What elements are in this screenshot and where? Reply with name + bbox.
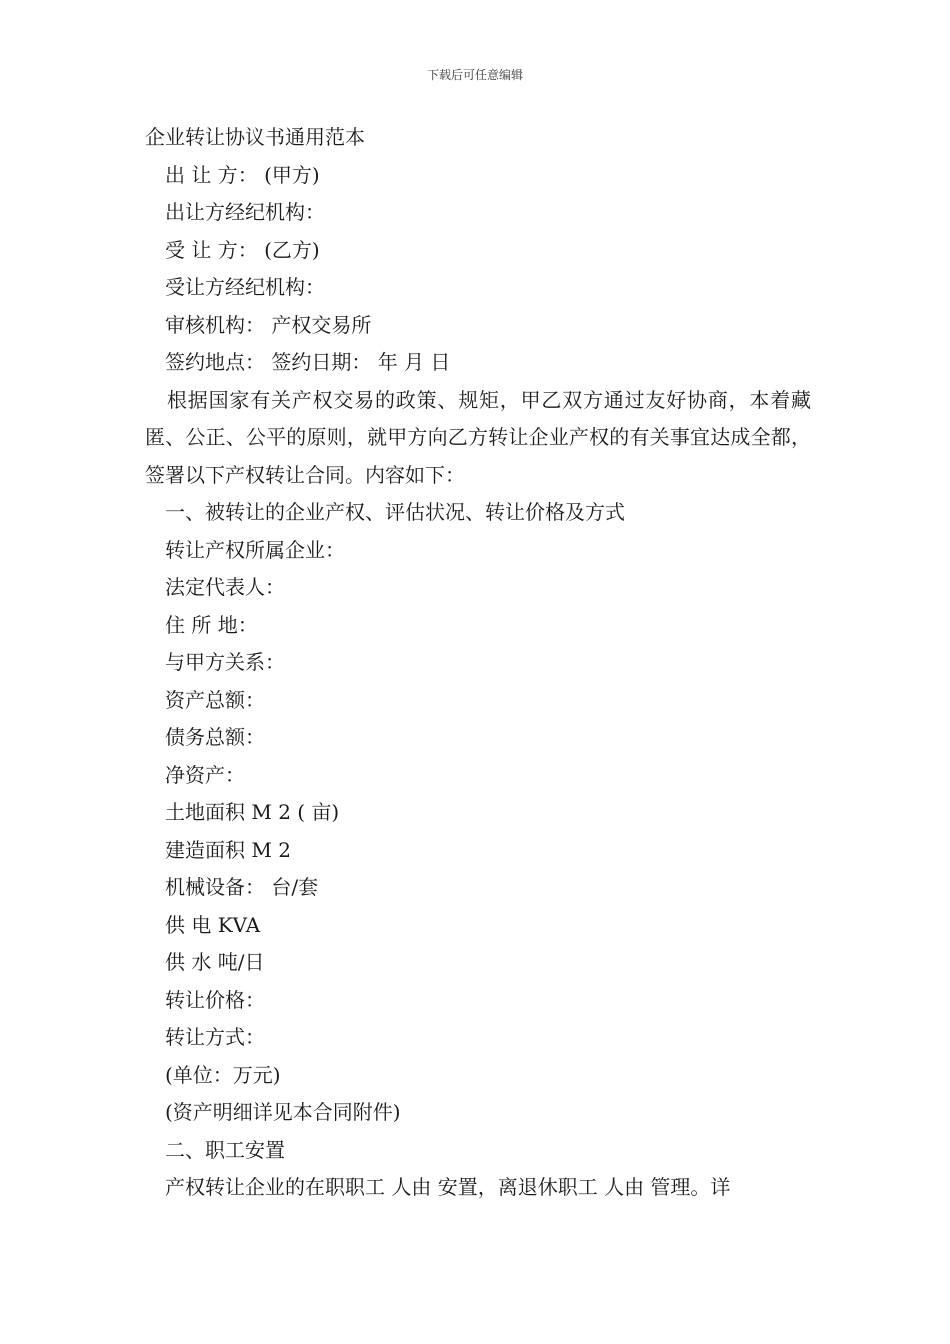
section2-text: 产权转让企业的在职职工 人由 安置，离退休职工 人由 管理。详 [165,1175,731,1199]
transferee-agent-line: 受让方经纪机构： [165,275,325,299]
field-address: 住 所 地： [165,612,258,637]
field-appendix-note: (资产明细详见本合同附件) [165,1100,401,1124]
field-equipment: 机械设备： 台/套 [165,875,319,899]
document-title: 企业转让协议书通用范本 [145,125,365,149]
field-net-assets: 净资产： [165,762,245,787]
field-legal-rep: 法定代表人： [165,575,285,599]
transferor-line: 出 让 方： (甲方) [165,162,320,187]
field-total-assets: 资产总额： [165,687,265,712]
section2-heading: 二、职工安置 [165,1137,285,1162]
field-power: 供 电 KVA [165,912,261,937]
field-price: 转让价格： [165,987,265,1012]
field-water: 供 水 吨/日 [165,950,265,974]
review-agency-line: 审核机构： 产权交易所 [165,312,372,337]
page-header: 下载后可任意编辑 [426,68,523,82]
field-method: 转让方式： [165,1025,265,1049]
transferor-agent-line: 出让方经纪机构： [165,200,325,224]
field-total-debt: 债务总额： [165,725,265,749]
section1-heading: 一、被转让的企业产权、评估状况、转让价格及方式 [165,500,625,524]
sign-info-line: 签约地点： 签约日期： 年 月 日 [165,350,451,374]
field-land-area: 土地面积 M 2 ( 亩) [165,800,340,824]
field-relation: 与甲方关系： [165,650,285,674]
preamble-paragraph: 根据国家有关产权交易的政策、规矩，甲乙双方通过友好协商，本着藏匿、公正、公平的原则，就甲方向乙方转让企业产权的有关事宜达成全都，签署以下产权转让合同。内容如下： [145,387,811,487]
field-building-area: 建造面积 M 2 [165,837,291,862]
transferee-line: 受 让 方： (乙方) [165,237,320,262]
document-body [145,119,811,1207]
field-enterprise: 转让产权所属企业： [165,537,345,562]
field-unit-note: (单位：万元) [165,1062,281,1087]
